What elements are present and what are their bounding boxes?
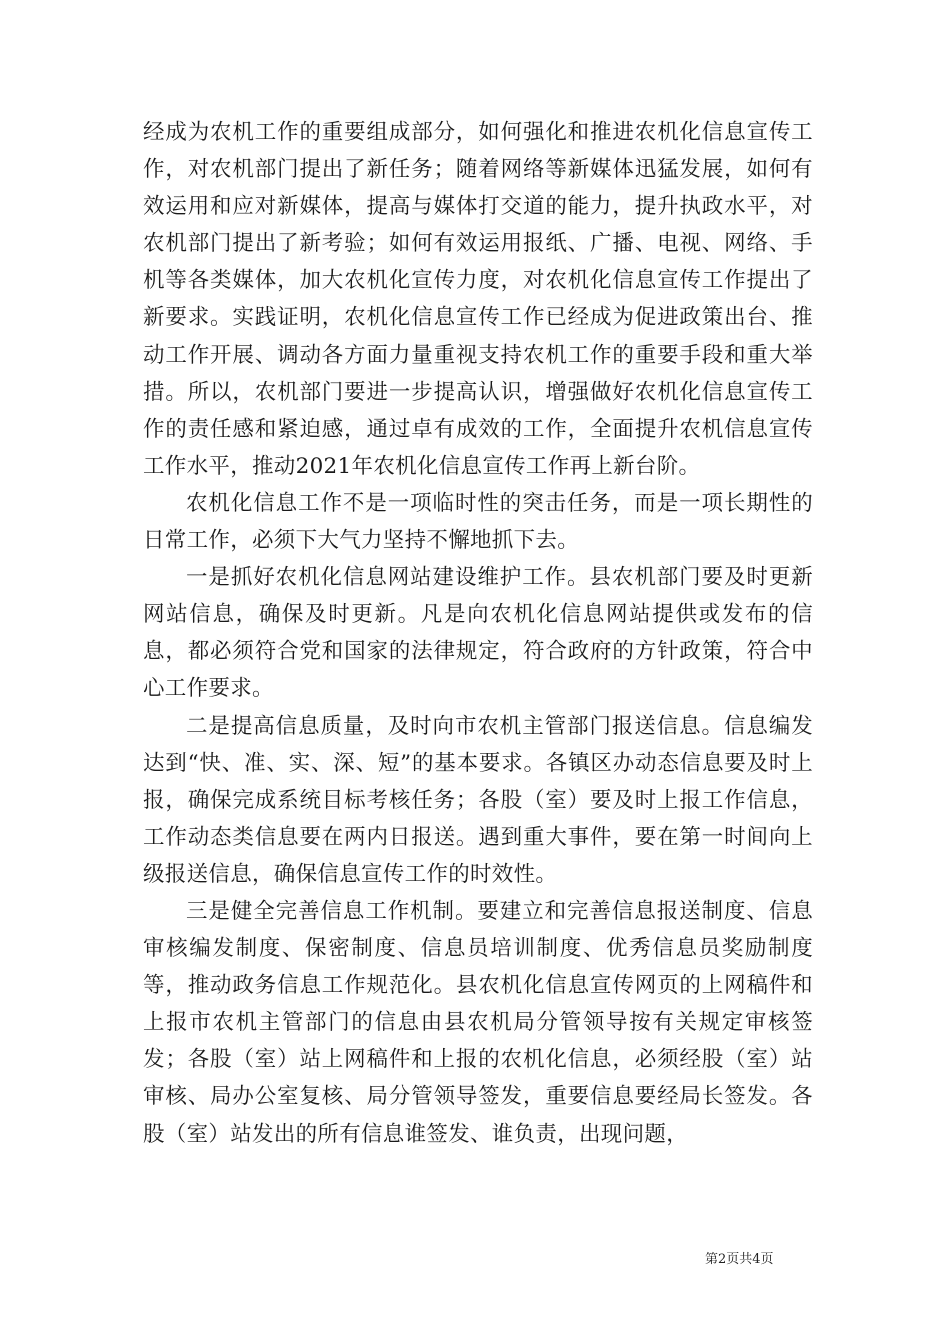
document-body	[143, 114, 813, 1153]
paragraph-4: 二是提高信息质量，及时向市农机主管部门报送信息。信息编发达到“快、准、实、深、短”的基本要求。各镇区办动态信息要及时上报，确保完成系统目标考核任务；各股（室）要及时上报工作信息，工作动态类信息要在两内日报送。遇到重大事件，要在第一时间向上级报送信息，确保信息宣传工作的时效性。	[143, 713, 813, 887]
paragraph-3: 一是抓好农机化信息网站建设维护工作。县农机部门要及时更新网站信息，确保及时更新。凡是向农机化信息网站提供或发布的信息，都必须符合党和国家的法律规定，符合政府的方针政策，符合中心工作要求。	[143, 565, 813, 702]
paragraph-2: 农机化信息工作不是一项临时性的突击任务，而是一项长期性的日常工作，必须下大气力坚持不懈地抓下去。	[143, 490, 813, 554]
paragraph-5: 三是健全完善信息工作机制。要建立和完善信息报送制度、信息审核编发制度、保密制度、信息员培训制度、优秀信息员奖励制度等，推动政务信息工作规范化。县农机化信息宣传网页的上网稿件和上报市农机主管部门的信息由县农机局分管领导按有关规定审核签发；各股（室）站上网稿件和上报的农机化信息，必须经股（室）站审核、局办公室复核、局分管领导签发，重要信息要经局长签发。各股（室）站发出的所有信息谁签发、谁负责，出现问题，	[143, 898, 813, 1147]
page-number-footer: 第2页共4页	[705, 1252, 774, 1267]
paragraph-1: 经成为农机工作的重要组成部分，如何强化和推进农机化信息宣传工作，对农机部门提出了新任务；随着网络等新媒体迅猛发展，如何有效运用和应对新媒体，提高与媒体打交道的能力，提升执政水平，对农机部门提出了新考验；如何有效运用报纸、广播、电视、网络、手机等各类媒体，加大农机化宣传力度，对农机化信息宣传工作提出了新要求。实践证明，农机化信息宣传工作已经成为促进政策出台、推动工作开展、调动各方面力量重视支持农机工作的重要手段和重大举措。所以，农机部门要进一步提高认识，增强做好农机化信息宣传工作的责任感和紧迫感，通过卓有成效的工作，全面提升农机信息宣传工作水平，推动2021年农机化信息宣传工作再上新台阶。	[143, 120, 813, 479]
